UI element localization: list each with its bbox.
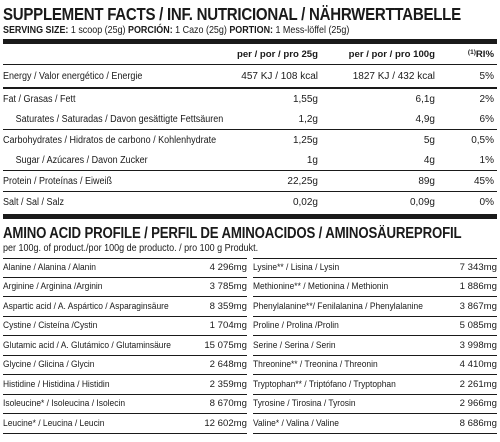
amino-name: Tyrosine / Tirosina / Tyrosin bbox=[253, 398, 356, 410]
amino-column-right bbox=[253, 258, 497, 434]
facts-row-sugar bbox=[3, 150, 497, 170]
value-ri: 45% bbox=[473, 175, 494, 187]
nutrient-name: Fat / Grasas / Fett bbox=[3, 93, 76, 105]
amino-name: Phenylalanine**/ Fenilalanina / Phenylalanine bbox=[253, 300, 423, 312]
value-100g: 0,09g bbox=[409, 196, 435, 208]
porcion-value: 1 Cazo (25g) bbox=[172, 25, 230, 36]
value-25g: 457 KJ / 108 kcal bbox=[241, 70, 318, 82]
amino-name: Glutamic acid / A. Glutámico / Glutaminsäure bbox=[3, 339, 171, 351]
amino-value: 8 359mg bbox=[209, 300, 247, 312]
amino-row bbox=[3, 317, 247, 337]
value-25g: 1g bbox=[306, 154, 318, 166]
nutrient-name: Saturates / Saturadas / Davon gesättigte Fettsäuren bbox=[15, 113, 224, 125]
amino-name: Arginine / Arginina /Arginin bbox=[3, 281, 103, 293]
amino-name: Serine / Serina / Serin bbox=[253, 339, 336, 351]
amino-name: Tryptophan** / Triptófano / Tryptophan bbox=[253, 378, 396, 390]
value-ri: 6% bbox=[479, 113, 494, 125]
amino-value: 3 867mg bbox=[459, 300, 497, 312]
porcion-label: PORCIÓN: bbox=[127, 25, 173, 36]
value-ri: 0% bbox=[479, 196, 494, 208]
amino-name: Histidine / Histidina / Histidin bbox=[3, 378, 110, 390]
value-100g: 89g bbox=[418, 175, 435, 187]
amino-table bbox=[3, 258, 497, 434]
amino-row bbox=[253, 258, 497, 278]
value-ri: 0,5% bbox=[471, 134, 494, 146]
value-ri: 5% bbox=[479, 70, 494, 82]
amino-value: 3 785mg bbox=[209, 281, 247, 293]
facts-header bbox=[3, 44, 497, 64]
amino-value: 1 704mg bbox=[209, 320, 247, 332]
nutrient-name: Sugar / Azúcares / Davon Zucker bbox=[15, 154, 148, 166]
amino-row bbox=[253, 375, 497, 395]
amino-name: Isoleucine* / Isoleucina / Isolecin bbox=[3, 398, 126, 410]
nutrient-name: Salt / Sal / Salz bbox=[3, 196, 65, 208]
amino-name: Valine* / Valina / Valine bbox=[253, 417, 339, 429]
amino-row bbox=[253, 336, 497, 356]
serving-value: 1 scoop (25g) bbox=[68, 25, 128, 36]
serving-label: SERVING SIZE: bbox=[3, 25, 69, 36]
header-per-25g: per / por / pro 25g bbox=[236, 48, 318, 60]
amino-row bbox=[253, 414, 497, 434]
amino-name: Lysine** / Lisina / Lysin bbox=[253, 262, 340, 274]
amino-value: 2 261mg bbox=[459, 378, 497, 390]
amino-value: 3 998mg bbox=[459, 339, 497, 351]
value-100g: 5g bbox=[423, 134, 435, 146]
amino-value: 1 886mg bbox=[459, 281, 497, 293]
amino-row bbox=[3, 297, 247, 317]
value-25g: 0,02g bbox=[292, 196, 318, 208]
amino-row bbox=[3, 258, 247, 278]
value-ri: 2% bbox=[479, 93, 494, 105]
amino-row bbox=[253, 395, 497, 415]
facts-row-protein bbox=[3, 171, 497, 191]
supplement-facts-label bbox=[3, 4, 497, 434]
amino-row bbox=[3, 414, 247, 434]
amino-value: 15 075mg bbox=[204, 339, 247, 351]
amino-value: 2 359mg bbox=[209, 378, 247, 390]
amino-name: Methionine** / Metionina / Methionin bbox=[253, 281, 389, 293]
facts-row-salt bbox=[3, 192, 497, 212]
amino-name: Cystine / Cisteína /Cystin bbox=[3, 320, 98, 332]
value-100g: 4g bbox=[423, 154, 435, 166]
value-100g: 4,9g bbox=[415, 113, 435, 125]
amino-value: 7 343mg bbox=[459, 262, 497, 274]
amino-value: 2 966mg bbox=[459, 398, 497, 410]
amino-row bbox=[3, 375, 247, 395]
amino-row bbox=[3, 356, 247, 376]
amino-title: AMINO ACID PROFILE / PERFIL DE AMINOACIDOS / AMINOSÄUREPROFIL bbox=[3, 225, 462, 242]
amino-column-left bbox=[3, 258, 247, 434]
value-100g: 6,1g bbox=[415, 93, 435, 105]
amino-name: Leucine* / Leucina / Leucin bbox=[3, 417, 105, 429]
value-25g: 22,25g bbox=[287, 175, 318, 187]
amino-value: 5 085mg bbox=[459, 320, 497, 332]
amino-value: 4 410mg bbox=[459, 359, 497, 371]
amino-name: Threonine** / Treonina / Threonin bbox=[253, 359, 378, 371]
divider-thick bbox=[3, 214, 497, 219]
nutrient-name: Carbohydrates / Hidratos de carbono / Kohlenhydrate bbox=[3, 134, 217, 146]
portion-value: 1 Mess-löffel (25g) bbox=[272, 25, 350, 36]
facts-row-fat bbox=[3, 89, 497, 109]
amino-value: 8 686mg bbox=[459, 417, 497, 429]
amino-value: 12 602mg bbox=[204, 417, 247, 429]
header-per-100g: per / por / pro 100g bbox=[348, 48, 435, 60]
amino-row bbox=[3, 336, 247, 356]
amino-row bbox=[253, 297, 497, 317]
amino-name: Glycine / Glicina / Glycin bbox=[3, 359, 95, 371]
label-title: SUPPLEMENT FACTS / INF. NUTRICIONAL / NÄHRWERTTABELLE bbox=[3, 4, 461, 24]
value-100g: 1827 KJ / 432 kcal bbox=[352, 70, 435, 82]
amino-name: Aspartic acid / A. Aspártico / Asparaginsäure bbox=[3, 300, 169, 312]
amino-row bbox=[253, 278, 497, 298]
value-ri: 1% bbox=[479, 154, 494, 166]
value-25g: 1,2g bbox=[298, 113, 318, 125]
amino-row bbox=[253, 356, 497, 376]
amino-row bbox=[253, 317, 497, 337]
amino-value: 4 296mg bbox=[209, 262, 247, 274]
header-ri: $^{(1)}$RI% bbox=[467, 48, 494, 60]
value-25g: 1,55g bbox=[292, 93, 318, 105]
serving-size bbox=[3, 24, 497, 37]
nutrient-name: Energy / Valor energético / Energie bbox=[3, 70, 143, 82]
amino-name: Alanine / Alanina / Alanin bbox=[3, 262, 96, 274]
amino-subtitle: per 100g. of product./por 100g de producto. / pro 100 g Produkt. bbox=[3, 243, 259, 254]
value-25g: 1,25g bbox=[292, 134, 318, 146]
facts-row-saturates bbox=[3, 109, 497, 129]
facts-row-energy bbox=[3, 65, 497, 87]
amino-value: 2 648mg bbox=[209, 359, 247, 371]
amino-value: 8 670mg bbox=[209, 398, 247, 410]
amino-row bbox=[3, 278, 247, 298]
nutrient-name: Protein / Proteínas / Eiweiß bbox=[3, 175, 113, 187]
amino-name: Proline / Prolina /Prolin bbox=[253, 320, 339, 332]
portion-label: PORTION: bbox=[229, 25, 273, 36]
facts-row-carbohydrates bbox=[3, 130, 497, 150]
amino-row bbox=[3, 395, 247, 415]
